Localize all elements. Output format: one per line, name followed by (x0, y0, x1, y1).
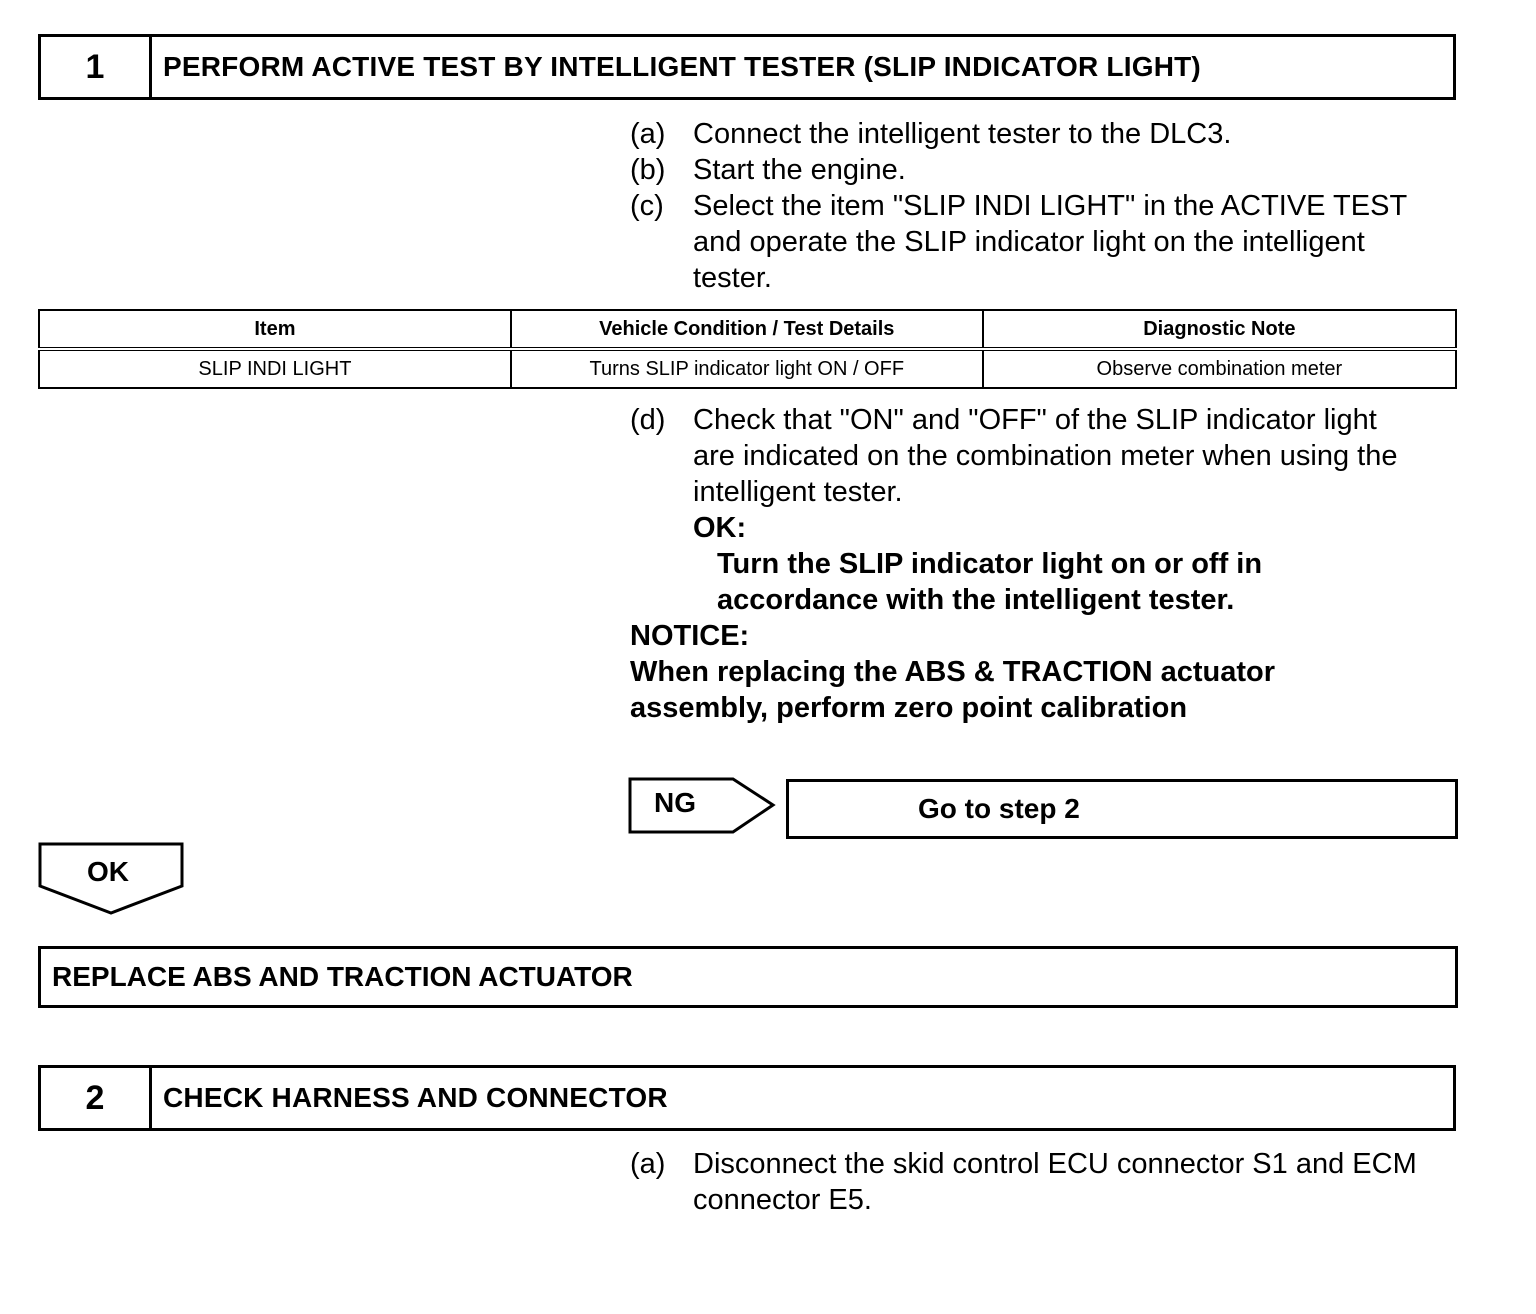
table-cell-note: Observe combination meter (983, 349, 1456, 388)
table-header-row (39, 310, 1456, 349)
instruction-c: (c) Select the item "SLIP INDI LIGHT" in the ACTIVE TEST and operate the SLIP indicator light on the intelligent tester. (630, 190, 1408, 294)
step-2-number: 2 (41, 1068, 152, 1128)
notice-line-2: assembly, perform zero point calibration (630, 692, 1188, 724)
step-1-number: 1 (41, 37, 152, 97)
ok-criteria-line-2: accordance with the intelligent tester. (717, 584, 1235, 616)
step-1-title: PERFORM ACTIVE TEST BY INTELLIGENT TESTER (SLIP INDICATOR LIGHT) (163, 51, 1201, 82)
step-1-header (38, 34, 1456, 100)
step-2-header (38, 1065, 1456, 1131)
go-to-step-2-label: Go to step 2 (918, 793, 1080, 824)
table-header-condition: Vehicle Condition / Test Details (511, 310, 983, 349)
instruction-2a: (a) Disconnect the skid control ECU connector S1 and ECM connector E5. (630, 1148, 1417, 1216)
step-2-instructions (630, 1146, 1470, 1218)
ok-flow-arrow (38, 842, 184, 916)
step-2-title: CHECK HARNESS AND CONNECTOR (163, 1082, 668, 1113)
ng-arrow (628, 777, 778, 834)
table-header-item: Item (39, 310, 511, 349)
instruction-b: (b) Start the engine. (630, 154, 906, 186)
ng-label: NG (654, 787, 696, 818)
replace-actuator-title: REPLACE ABS AND TRACTION ACTUATOR (52, 961, 633, 992)
table-header-note: Diagnostic Note (983, 310, 1456, 349)
instruction-a: (a) Connect the intelligent tester to the DLC3. (630, 118, 1232, 150)
table-cell-condition: Turns SLIP indicator light ON / OFF (511, 349, 983, 388)
notice-line-1: When replacing the ABS & TRACTION actuator (630, 656, 1276, 688)
table-cell-item: SLIP INDI LIGHT (39, 349, 511, 388)
ok-criteria-label: OK: (693, 512, 747, 544)
ok-flow-label: OK (87, 856, 129, 887)
instruction-d: (d) Check that "ON" and "OFF" of the SLIP indicator light are indicated on the combination meter when using the intelligent tester. OK: Turn the SLIP indicator light on or off in accordance with the intelligent tester. (630, 404, 1398, 616)
step-1-instructions (630, 116, 1470, 296)
active-test-table (38, 309, 1457, 389)
step-1-check (630, 402, 1470, 726)
notice-label: NOTICE: (630, 620, 750, 652)
table-row (39, 349, 1456, 388)
ok-criteria-line-1: Turn the SLIP indicator light on or off in (717, 548, 1263, 580)
replace-actuator-box (38, 946, 1458, 1008)
ng-arrow-icon (628, 777, 778, 834)
go-to-step-2-box (786, 779, 1458, 839)
